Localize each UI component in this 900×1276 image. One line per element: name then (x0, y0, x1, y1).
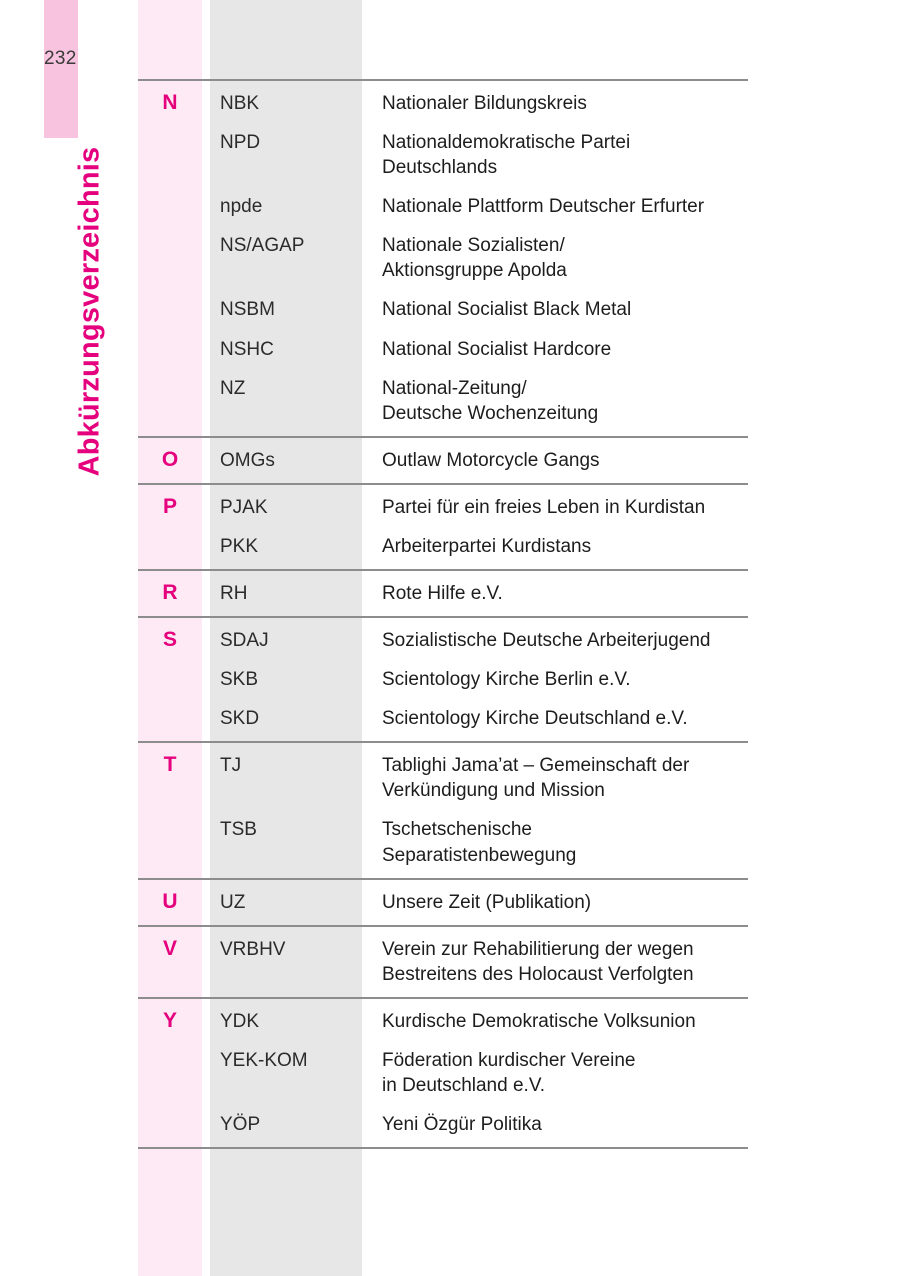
abbreviation-cell: YÖP (220, 1114, 261, 1136)
table-row (138, 570, 748, 617)
table-row (138, 484, 748, 520)
term-cell: Verein zur Rehabilitierung der wegen Bestreitens des Holocaust Verfolgten (372, 926, 748, 998)
table-row (138, 219, 748, 283)
column-gap (202, 879, 210, 926)
table-row (138, 653, 748, 692)
abbreviation-cell: YDK (210, 998, 362, 1034)
column-gap (362, 362, 372, 437)
column-gap (202, 219, 210, 283)
column-gap (202, 803, 210, 878)
column-gap (202, 80, 210, 116)
abbreviation-cell: SKB (220, 669, 259, 691)
table-row (138, 520, 748, 570)
table-row (138, 80, 748, 116)
term-cell: Scientology Kirche Deutschland e.V. (382, 708, 688, 730)
group-letter-empty (138, 520, 202, 570)
abbreviation-table (138, 79, 748, 1147)
table-bottom-rule (138, 1147, 748, 1149)
term-cell: Nationaler Bildungskreis (372, 80, 748, 116)
term-cell: Tablighi Jama’at – Gemeinschaft der Verkündigung und Mission (372, 742, 748, 803)
table-row (138, 180, 748, 219)
column-gap (362, 1034, 372, 1098)
column-gap (362, 653, 372, 692)
term-cell: Rote Hilfe e.V. (372, 570, 748, 617)
group-letter: S (138, 617, 202, 653)
abbreviation-cell: npde (220, 196, 263, 218)
term-cell: Outlaw Motorcycle Gangs (372, 437, 748, 484)
term-cell: Tschetschenische Separatistenbewegung (382, 819, 577, 866)
table-row (138, 283, 748, 322)
group-letter: O (138, 437, 202, 484)
group-letter-empty (138, 283, 202, 322)
group-letter-empty (138, 116, 202, 180)
abbreviation-cell: TJ (210, 742, 362, 803)
table-row (138, 437, 748, 484)
column-gap (362, 926, 372, 998)
term-cell: Yeni Özgür Politika (382, 1114, 542, 1136)
column-gap (202, 926, 210, 998)
group-letter-empty (138, 653, 202, 692)
abbreviation-cell: UZ (210, 879, 362, 926)
term-cell: Nationale Sozialisten/ Aktionsgruppe Apolda (382, 235, 567, 282)
table-row (138, 323, 748, 362)
abbreviation-cell: PKK (220, 535, 259, 557)
group-letter-empty (138, 692, 202, 742)
group-letter: N (138, 80, 202, 116)
abbreviation-cell: PJAK (210, 484, 362, 520)
abbreviation-cell: VRBHV (210, 926, 362, 998)
column-gap (362, 570, 372, 617)
column-gap (362, 219, 372, 283)
group-letter-empty (138, 323, 202, 362)
column-gap (362, 1098, 372, 1147)
column-gap (362, 998, 372, 1034)
term-cell: Partei für ein freies Leben in Kurdistan (372, 484, 748, 520)
column-gap (362, 742, 372, 803)
term-cell: Kurdische Demokratische Volksunion (372, 998, 748, 1034)
abbreviation-cell: YEK-KOM (220, 1049, 308, 1071)
column-gap (362, 180, 372, 219)
abbreviation-table-area (138, 0, 748, 1276)
column-gap (202, 323, 210, 362)
term-cell: National-Zeitung/ Deutsche Wochenzeitung (382, 377, 599, 424)
column-gap (202, 570, 210, 617)
term-cell: Nationale Plattform Deutscher Erfurter (382, 196, 705, 218)
column-gap (202, 520, 210, 570)
column-gap (202, 484, 210, 520)
abbreviation-cell: OMGs (210, 437, 362, 484)
abbreviation-cell: NSHC (220, 338, 274, 360)
group-letter: Y (138, 998, 202, 1034)
group-letter-empty (138, 1098, 202, 1147)
term-cell: Sozialistische Deutsche Arbeiterjugend (372, 617, 748, 653)
table-row (138, 879, 748, 926)
table-row (138, 998, 748, 1034)
column-gap (202, 437, 210, 484)
term-cell: Nationaldemokratische Partei Deutschlands (382, 132, 631, 179)
column-gap (362, 879, 372, 926)
column-gap (202, 653, 210, 692)
abbreviation-cell: NPD (220, 132, 261, 154)
table-row (138, 803, 748, 878)
column-gap (362, 520, 372, 570)
table-row (138, 1034, 748, 1098)
term-cell: Arbeiterpartei Kurdistans (382, 535, 592, 557)
column-gap (362, 692, 372, 742)
group-letter-empty (138, 219, 202, 283)
abbreviation-cell: SDAJ (210, 617, 362, 653)
column-gap (202, 742, 210, 803)
column-gap (202, 692, 210, 742)
column-gap (362, 803, 372, 878)
column-gap (202, 998, 210, 1034)
column-gap (202, 362, 210, 437)
column-gap (202, 617, 210, 653)
abbreviation-cell: NBK (210, 80, 362, 116)
column-gap (202, 1098, 210, 1147)
term-cell: Föderation kurdischer Vereine in Deutschland e.V. (382, 1049, 636, 1097)
table-row (138, 617, 748, 653)
group-letter: V (138, 926, 202, 998)
term-cell: National Socialist Hardcore (382, 338, 612, 360)
column-gap (362, 437, 372, 484)
group-letter-empty (138, 180, 202, 219)
term-cell: Unsere Zeit (Publikation) (372, 879, 748, 926)
column-gap (202, 1034, 210, 1098)
group-letter-empty (138, 362, 202, 437)
column-gap (362, 323, 372, 362)
group-letter: R (138, 570, 202, 617)
abbreviation-cell: RH (210, 570, 362, 617)
column-gap (362, 484, 372, 520)
column-gap (362, 283, 372, 322)
abbreviation-cell: NS/AGAP (220, 235, 305, 257)
table-row (138, 116, 748, 180)
column-gap (362, 80, 372, 116)
abbreviation-cell: NSBM (220, 299, 275, 321)
group-letter-empty (138, 1034, 202, 1098)
group-letter: T (138, 742, 202, 803)
table-row (138, 926, 748, 998)
column-gap (202, 116, 210, 180)
column-gap (362, 116, 372, 180)
abbreviation-cell: SKD (220, 708, 260, 730)
column-gap (362, 617, 372, 653)
group-letter-empty (138, 803, 202, 878)
table-row (138, 362, 748, 437)
section-title-vertical: Abkürzungsverzeichnis (73, 146, 106, 477)
page-number: 232 (44, 48, 77, 69)
table-row (138, 1098, 748, 1147)
abbreviation-cell: NZ (220, 377, 246, 399)
group-letter: P (138, 484, 202, 520)
column-gap (202, 180, 210, 219)
group-letter: U (138, 879, 202, 926)
column-gap (202, 283, 210, 322)
term-cell: National Socialist Black Metal (382, 299, 632, 321)
table-row (138, 692, 748, 742)
abbreviation-cell: TSB (220, 819, 257, 841)
table-row (138, 742, 748, 803)
term-cell: Scientology Kirche Berlin e.V. (382, 669, 631, 691)
